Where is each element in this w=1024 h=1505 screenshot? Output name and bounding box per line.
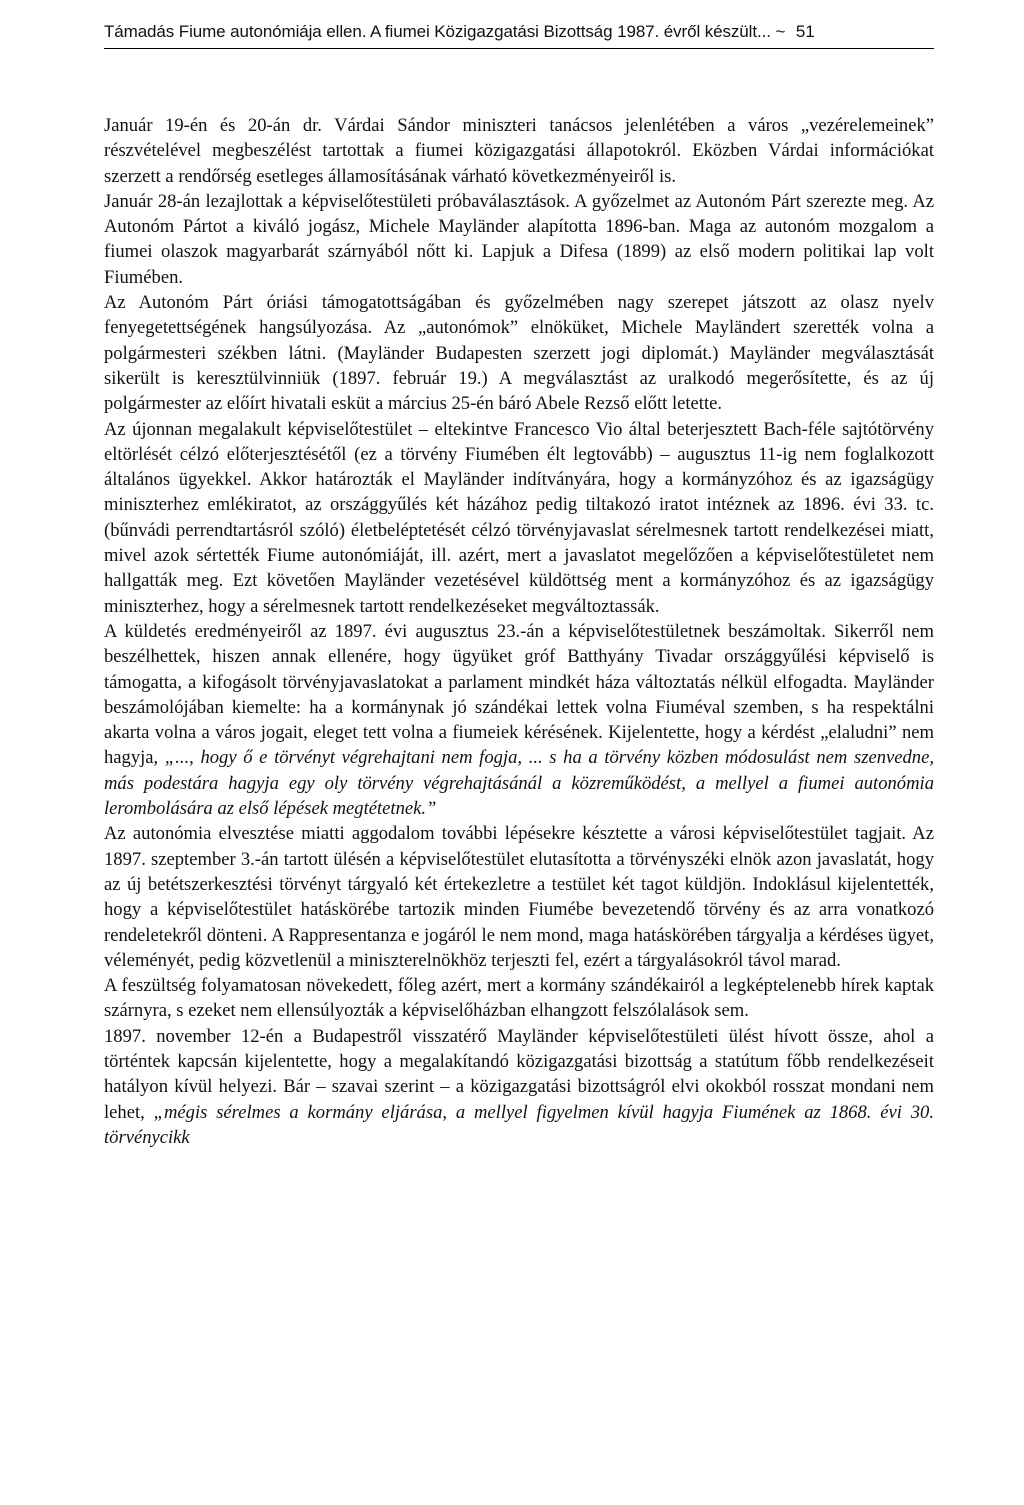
paragraph-2 bbox=[104, 189, 934, 290]
paragraph-7-text: A feszültség folyamatosan növekedett, főleg azért, mert a kormány szándékairól a legképtelenebb hírek kaptak szárnyra, s ezeket nem ellensúlyozták a képviselőházban elhangzott felszólalások sem. bbox=[104, 975, 934, 1022]
paragraph-8 bbox=[104, 1024, 934, 1150]
paragraph-6 bbox=[104, 821, 934, 973]
running-head-title: Támadás Fiume autonómiája ellen. A fiumei Közigazgatási Bizottság 1987. évről készült... bbox=[104, 22, 771, 41]
paragraph-5-text: A küldetés eredményeiről az 1897. évi augusztus 23.-án a képviselőtestületnek beszámoltak. Sikerről nem beszélhettek, hiszen annak ellenére, hogy ügyüket gróf Batthyány Tivadar országgyűlési képviselő is támogatta, a kifogásolt törvényjavaslatokat a parlament mindkét háza változtatás nélkül elfogadta. Mayländer beszámolójában kiemelte: ha a kormánynak jó szándékai lettek volna Fiuméval szemben, s ha respektálni akarta volna a város jogait, eleget tett volna a fiumeiek kérésének. Kijelentette, hogy a kérdést „elaludni” nem hagyja, bbox=[104, 620, 934, 769]
running-head bbox=[104, 18, 934, 49]
running-head-separator: ~ bbox=[775, 22, 786, 41]
paragraph-3-text: Az Autonóm Párt óriási támogatottságában és győzelmében nagy szerepet játszott az olasz nyelv fenyegetettségének hangsúlyozása. Az „autonómok” elnöküket, Michele Mayländert szerették volna a polgármesteri székben látni. (Mayländer Budapesten szerzett jogi diplomát.) Mayländer megválasztását sikerült is keresztülvinniük (1897. február 19.) A megválasztást az uralkodó megerősítette, és az új polgármester az előírt hivatali esküt a március 25-én báró Abele Rezső előtt letette. bbox=[104, 292, 934, 415]
paragraph-7 bbox=[104, 973, 934, 1024]
paragraph-1 bbox=[104, 113, 934, 189]
paragraph-5 bbox=[104, 619, 934, 821]
paragraph-3 bbox=[104, 290, 934, 416]
paragraph-8-text: 1897. november 12-én a Budapestről visszatérő Mayländer képviselőtestületi ülést hívott össze, ahol a történtek kapcsán kijelentette, hogy a megalakítandó közigazgatási bizottság a statútum főbb rendelkezéseit hatályon kívül helyezi. Bár – szavai szerint – a közigazgatási bizottságról elvi okokból rosszat mondani nem lehet, bbox=[104, 1025, 934, 1123]
paragraph-1-text: Január 19-én és 20-án dr. Várdai Sándor miniszteri tanácsos jelenlétében a város „vezérelemeinek” részvételével megbeszélést tartottak a fiumei közigazgatási állapotokról. Eközben Várdai információkat szerzett a rendőrség esetleges államosításának várható következményeiről is. bbox=[104, 115, 934, 187]
body-text bbox=[104, 113, 934, 1150]
paragraph-4 bbox=[104, 417, 934, 619]
paragraph-4-text: Az újonnan megalakult képviselőtestület – eltekintve Francesco Vio által beterjesztett Bach-féle sajtótörvény eltörlését célzó előterjesztésétől (ez a törvény Fiumében élt legtovább) – augusztus 11-ig nem foglalkozott általános ügyekkel. Akkor határozták el Mayländer indítványára, hogy a kormányzóhoz és az igazságügy miniszterhez emlékiratot, az országgyűlés két házához pedig tiltakozó iratot intéznek az 1896. évi 33. tc. (bűnvádi perrendtartásról szóló) életbeléptetését célzó törvényjavaslat sérelmesnek tartott rendelkezései miatt, mivel azok sértették Fiume autonómiáját, ill. azért, mert a javaslatot megelőzően a képviselőtestületet nem hallgatták meg. Ezt követően Mayländer vezetésével küldöttség ment a kormányzóhoz és az igazságügy miniszterhez, hogy a sérelmesnek tartott rendelkezéseket megváltoztassák. bbox=[104, 418, 934, 617]
page-number: 51 bbox=[795, 22, 815, 41]
paragraph-6-text: Az autonómia elvesztése miatti aggodalom további lépésekre késztette a városi képviselőtestület tagjait. Az 1897. szeptember 3.-án tartott ülésén a képviselőtestület elutasította a törvényszéki elnök azon javaslatát, hogy az új betétszerkesztési törvényt tárgyaló két értekezletre a testület két tagot küldjön. Indoklásul kijelentették, hogy a képviselőtestület hatáskörébe tartozik minden Fiumébe bevezetendő törvény és az arra vonatkozó rendeletekről dönteni. A Rappresentanza e jogáról le nem mond, maga hatáskörében tárgyalja a kérdéses ügyet, véleményét, pedig közvetlenül a miniszterelnökhöz terjeszti fel, ezért a tárgyalásokról távol marad. bbox=[104, 823, 934, 971]
quote-government: „mégis sérelmes a kormány eljárása, a mellyel figyelmen kívül hagyja Fiumének az 1868. évi 30. törvénycikk bbox=[104, 1101, 934, 1148]
quote-mayländer: „..., hogy ő e törvényt végrehajtani nem fogja, ... s ha a törvény közben módosulást nem szenvedne, más podestára hagyja egy oly törvény végrehajtásánál a közreműködést, a mellyel a fiumei autonómia lerombolására az első lépések megtétetnek.” bbox=[104, 747, 935, 820]
paragraph-2-text: Január 28-án lezajlottak a képviselőtestületi próbaválasztások. A győzelmet az Autonóm Párt szerezte meg. Az Autonóm Pártot a kiváló jogász, Michele Mayländer alapította 1896-ban. Maga az autonóm mozgalom a fiumei olaszok magyarbarát szárnyából nőtt ki. Lapjuk a Difesa (1899) az első modern politikai lap volt Fiumében. bbox=[104, 190, 934, 288]
